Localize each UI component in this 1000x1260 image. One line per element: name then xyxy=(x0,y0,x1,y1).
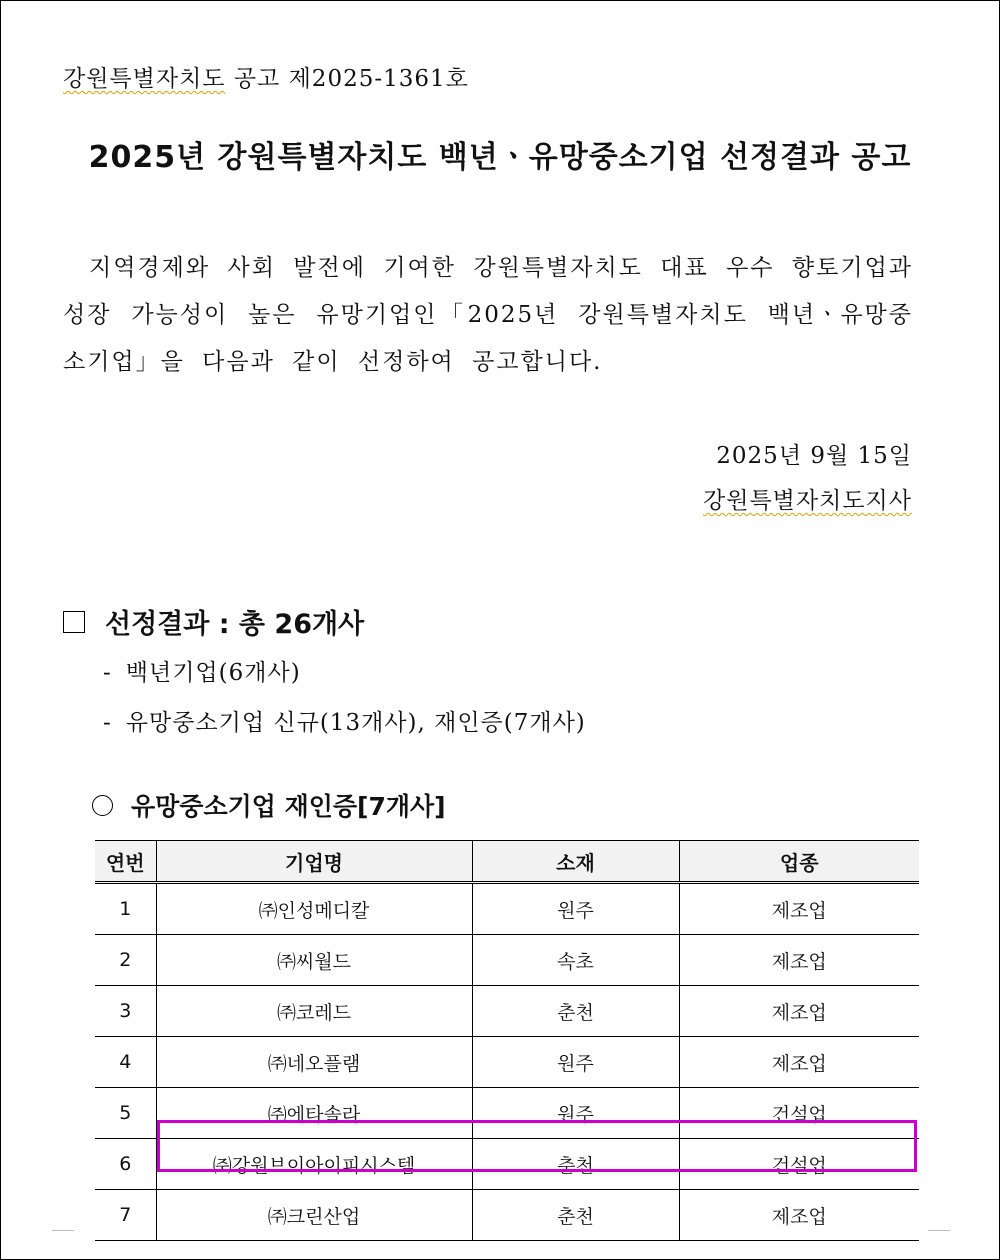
notice-issuer: 강원특별자치도 xyxy=(63,66,226,92)
cell-location: 춘천 xyxy=(472,1190,679,1241)
cell-industry: 제조업 xyxy=(679,935,919,986)
announcement-date: 2025년 9월 15일 xyxy=(716,443,912,469)
cell-company: ㈜크린산업 xyxy=(156,1190,472,1241)
notice-number xyxy=(63,60,469,93)
table-row xyxy=(95,1037,919,1088)
cell-no: 4 xyxy=(95,1037,156,1088)
recert-title: 유망중소기업 재인증[7개사] xyxy=(131,792,446,821)
column-header-location: 소재 xyxy=(472,841,679,883)
recert-heading xyxy=(92,787,446,823)
bullet-dash: - xyxy=(103,710,112,736)
cell-industry: 제조업 xyxy=(679,1190,919,1241)
column-header-company: 기업명 xyxy=(156,841,472,883)
cell-company: ㈜에타솔라 xyxy=(156,1088,472,1139)
selection-result-heading xyxy=(63,602,364,641)
cell-company: ㈜코레드 xyxy=(156,986,472,1037)
cell-industry: 제조업 xyxy=(679,883,919,935)
recert-table xyxy=(95,840,919,1241)
cell-no: 7 xyxy=(95,1190,156,1241)
cell-no: 1 xyxy=(95,883,156,935)
table-row xyxy=(95,1190,919,1241)
table-row xyxy=(95,986,919,1037)
cell-company: ㈜씨월드 xyxy=(156,935,472,986)
cell-no: 2 xyxy=(95,935,156,986)
notice-number-text: 공고 제2025-1361호 xyxy=(225,66,469,92)
cell-location: 춘천 xyxy=(472,986,679,1037)
cell-industry: 제조업 xyxy=(679,1037,919,1088)
cell-location: 원주 xyxy=(472,1088,679,1139)
table-row xyxy=(95,883,919,935)
signatory: 강원특별자치도지사 xyxy=(703,488,912,514)
table-row-highlighted xyxy=(95,1139,919,1190)
cell-company: ㈜강원브이아이피시스템 xyxy=(156,1139,472,1190)
checkbox-icon xyxy=(63,611,85,633)
table-header-row xyxy=(95,841,919,883)
bullet-dash: - xyxy=(103,660,112,686)
table-row xyxy=(95,935,919,986)
table-row xyxy=(95,1088,919,1139)
cell-location: 춘천 xyxy=(472,1139,679,1190)
cell-no: 5 xyxy=(95,1088,156,1139)
cell-location: 속초 xyxy=(472,935,679,986)
circle-icon xyxy=(92,795,113,816)
document-title: 2025년 강원특별자치도 백년ㆍ유망중소기업 선정결과 공고 xyxy=(88,140,912,175)
bullet-item xyxy=(103,704,586,737)
cell-industry: 건설업 xyxy=(679,1088,919,1139)
body-paragraph: 지역경제와 사회 발전에 기여한 강원특별자치도 대표 우수 향토기업과 성장 가능성이 높은 유망기업인「2025년 강원특별자치도 백년ㆍ유망중소기업」을 다음과 같이 선정하여 공고합니다. xyxy=(63,255,913,375)
column-header-no: 연번 xyxy=(95,841,156,883)
cell-no: 3 xyxy=(95,986,156,1037)
page-corner-mark xyxy=(928,1230,950,1231)
bullet-text: 백년기업(6개사) xyxy=(125,660,301,686)
selection-result-title: 선정결과 : 총 26개사 xyxy=(105,609,365,640)
cell-no: 6 xyxy=(95,1139,156,1190)
bullet-text: 유망중소기업 신규(13개사), 재인증(7개사) xyxy=(125,710,586,736)
page-corner-mark xyxy=(52,1230,74,1231)
cell-location: 원주 xyxy=(472,1037,679,1088)
cell-company: ㈜인성메디칼 xyxy=(156,883,472,935)
cell-industry: 건설업 xyxy=(679,1139,919,1190)
cell-company: ㈜네오플램 xyxy=(156,1037,472,1088)
column-header-industry: 업종 xyxy=(679,841,919,883)
cell-industry: 제조업 xyxy=(679,986,919,1037)
bullet-item xyxy=(103,654,301,687)
cell-location: 원주 xyxy=(472,883,679,935)
